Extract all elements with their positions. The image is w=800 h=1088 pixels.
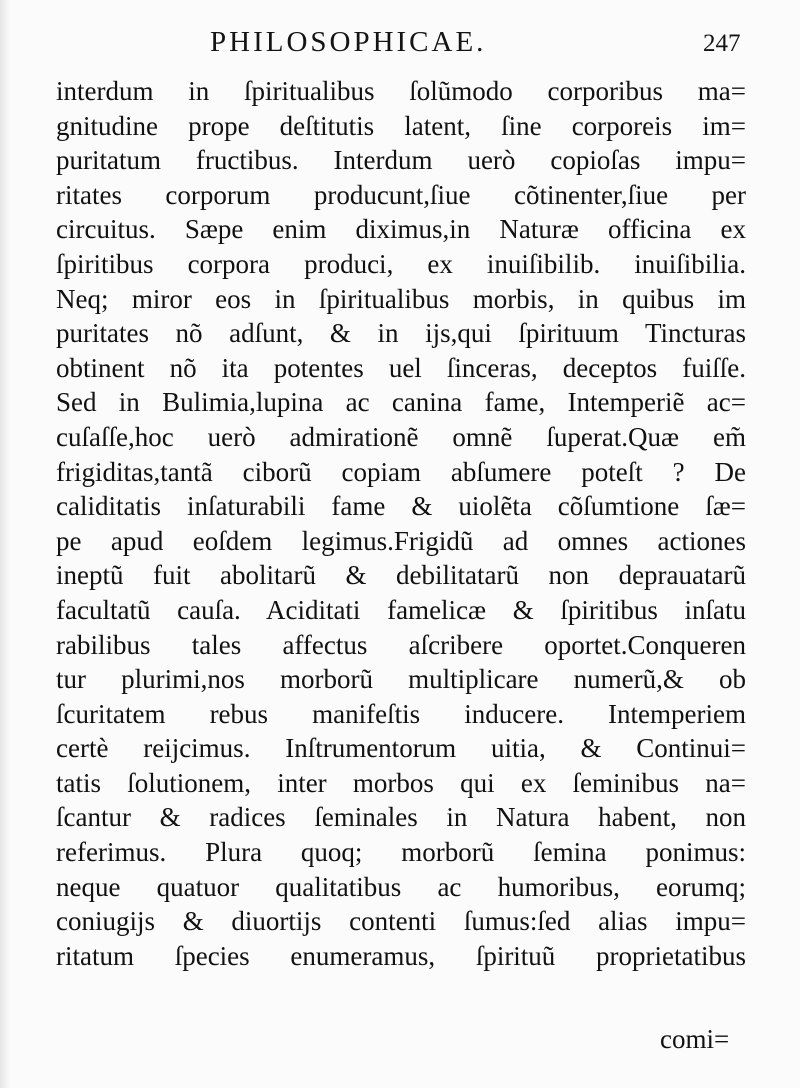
text-line: tatis ſolutionem, inter morbos qui ex ſeminibus na= [56,767,746,798]
text-line: neque quatuor qualitatibus ac humoribus, eorumq; [56,871,746,902]
text-line: referimus. Plura quoq; morborũ ſemina ponimus: [56,837,746,868]
text-line: ritates corporum producunt,ſiue cõtinenter,ſiue per [56,179,746,210]
text-line: obtinent nõ ita potentes uel ſinceras, deceptos fuiſſe. [56,352,746,383]
text-line: puritates nõ adſunt, & in ijs,qui ſpirituum Tincturas [56,318,746,349]
text-line: interdum in ſpiritualibus ſolũmodo corporibus ma= [56,76,746,106]
text-line: pe apud eoſdem legimus.Frigidũ ad omnes actiones [56,525,746,556]
text-line: ritatum ſpecies enumeramus, ſpirituũ proprietatibus [56,940,746,971]
text-line: certè reijcimus. Inſtrumentorum uitia, & Continui= [56,733,746,764]
text-line: puritatum fructibus. Interdum uerò copioſas impu= [56,145,746,176]
text-line: facultatũ cauſa. Aciditati famelicæ & ſpiritibus inſatu [56,594,746,625]
text-line: cuſaſſe,hoc uerò admirationẽ omnẽ ſuperat.Quæ em̃ [56,421,746,452]
running-head-title: PHILOSOPHICAE. [210,26,487,58]
catchword: comi= [660,1024,730,1054]
text-line: frigiditas,tantã ciborũ copiam abſumere poteſt ? De [56,456,746,487]
text-line: ineptũ fuit abolitarũ & debilitatarũ non deprauatarũ [56,560,746,591]
text-line: ſpiritibus corpora produci, ex inuiſibilib. inuiſibilia. [56,248,746,279]
text-line: circuitus. Sæpe enim diximus,in Naturæ officina ex [56,214,746,245]
text-line: caliditatis inſaturabili fame & uiolẽta cõſumtione ſæ= [56,491,746,522]
text-line: coniugijs & diuortijs contenti ſumus:ſed alias impu= [56,906,746,937]
page-number: 247 [703,30,741,57]
text-line: ſcuritatem rebus manifeſtis inducere. Intemperiem [56,698,746,729]
text-line: Sed in Bulimia,lupina ac canina fame, Intemperiẽ ac= [56,387,746,418]
text-line: tur plurimi,nos morborũ multiplicare numerũ,& ob [56,664,746,695]
text-line: ſcantur & radices ſeminales in Natura habent, non [56,802,746,833]
page-edge-shadow [0,0,10,1088]
text-line: gnitudine prope deſtitutis latent, ſine corporeis im= [56,110,746,141]
text-line: Neq; miror eos in ſpiritualibus morbis, in quibus im [56,283,746,314]
text-line: rabilibus tales affectus aſcribere oportet.Conqueren [56,629,746,660]
body-text-block [56,74,746,973]
